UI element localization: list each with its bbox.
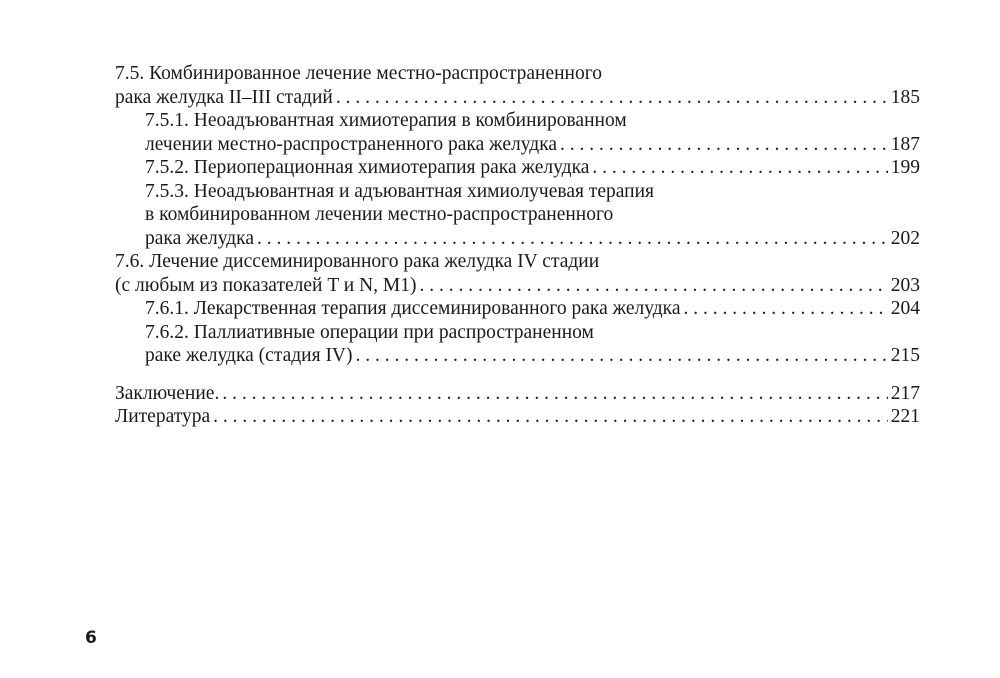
toc-entry-title: 7.6.1. Лекарственная терапия диссеминированного рака желудка [145, 298, 681, 319]
toc-entry-title-end: раке желудка (стадия IV) [145, 345, 353, 366]
toc-page-number: 187 [890, 133, 920, 155]
toc-entry-7-5 [115, 62, 920, 109]
toc-entry-literature [115, 405, 920, 429]
dot-leader [560, 133, 888, 157]
toc-entry-7-6-1 [115, 297, 920, 321]
toc-entry-title-end: рака желудка [145, 227, 254, 249]
dot-leader [683, 297, 887, 321]
toc-entry-title-end: лечении местно-распространенного рака желудка [145, 133, 558, 155]
toc-page-number: 203 [890, 274, 920, 296]
toc-entry-7-6 [115, 250, 920, 297]
toc-entry-title: 7.5.2. Периоперационная химиотерапия рака желудка [145, 157, 590, 178]
toc-entry-title-end: (с любым из показателей T и N, M1) [115, 274, 417, 296]
toc-entry-7-5-3 [115, 180, 920, 251]
dot-leader [356, 344, 888, 368]
toc-entry-title: 7.5. Комбинированное лечение местно-распространенного [115, 63, 602, 84]
toc-entry-last-line [145, 156, 920, 180]
toc-entry-title: 7.5.3. Неоадъювантная и адъювантная химиолучевая терапия [145, 180, 655, 202]
toc-entry-last-line [115, 274, 920, 298]
page-number: 6 [85, 628, 97, 648]
toc-page-number: 217 [890, 382, 920, 404]
toc-entry-7-5-2 [115, 156, 920, 180]
toc-entry-last-line [145, 297, 920, 321]
toc-page-number: 185 [890, 86, 920, 108]
toc-entry-title-cont: в комбинированном лечении местно-распространенного [145, 204, 614, 225]
toc-entry-title: 7.6. Лечение диссеминированного рака желудка IV стадии [115, 251, 600, 272]
dot-leader [257, 227, 888, 251]
toc-entry-title: Заключение. [115, 382, 220, 404]
table-of-contents [115, 62, 920, 429]
toc-entry-last-line [145, 227, 920, 251]
toc-page-number: 215 [890, 345, 920, 366]
toc-entry-title: 7.6.2. Паллиативные операции при распространенном [145, 321, 594, 343]
toc-entry-last-line [115, 405, 920, 429]
toc-entry-title: Литература [115, 406, 211, 427]
toc-entry-last-line [145, 344, 920, 368]
toc-page-number: 202 [890, 227, 920, 249]
toc-entry-last-line [145, 133, 920, 157]
toc-page-number: 199 [890, 157, 920, 178]
toc-entry-last-line [115, 382, 920, 406]
toc-entry-title-end: рака желудка II–III стадий [115, 86, 333, 108]
toc-entry-7-6-2 [115, 321, 920, 368]
toc-entry-last-line [115, 86, 920, 110]
toc-entry-title: 7.5.1. Неоадъювантная химиотерапия в комбинированном [145, 110, 627, 131]
toc-entry-7-5-1 [115, 109, 920, 156]
dot-leader [336, 86, 888, 110]
dot-leader [419, 274, 887, 298]
toc-entry-conclusion [115, 382, 920, 406]
toc-page-number: 204 [890, 298, 920, 319]
dot-leader [213, 405, 888, 429]
dot-leader [592, 156, 887, 180]
dot-leader [222, 382, 887, 406]
toc-page-number: 221 [890, 406, 920, 427]
